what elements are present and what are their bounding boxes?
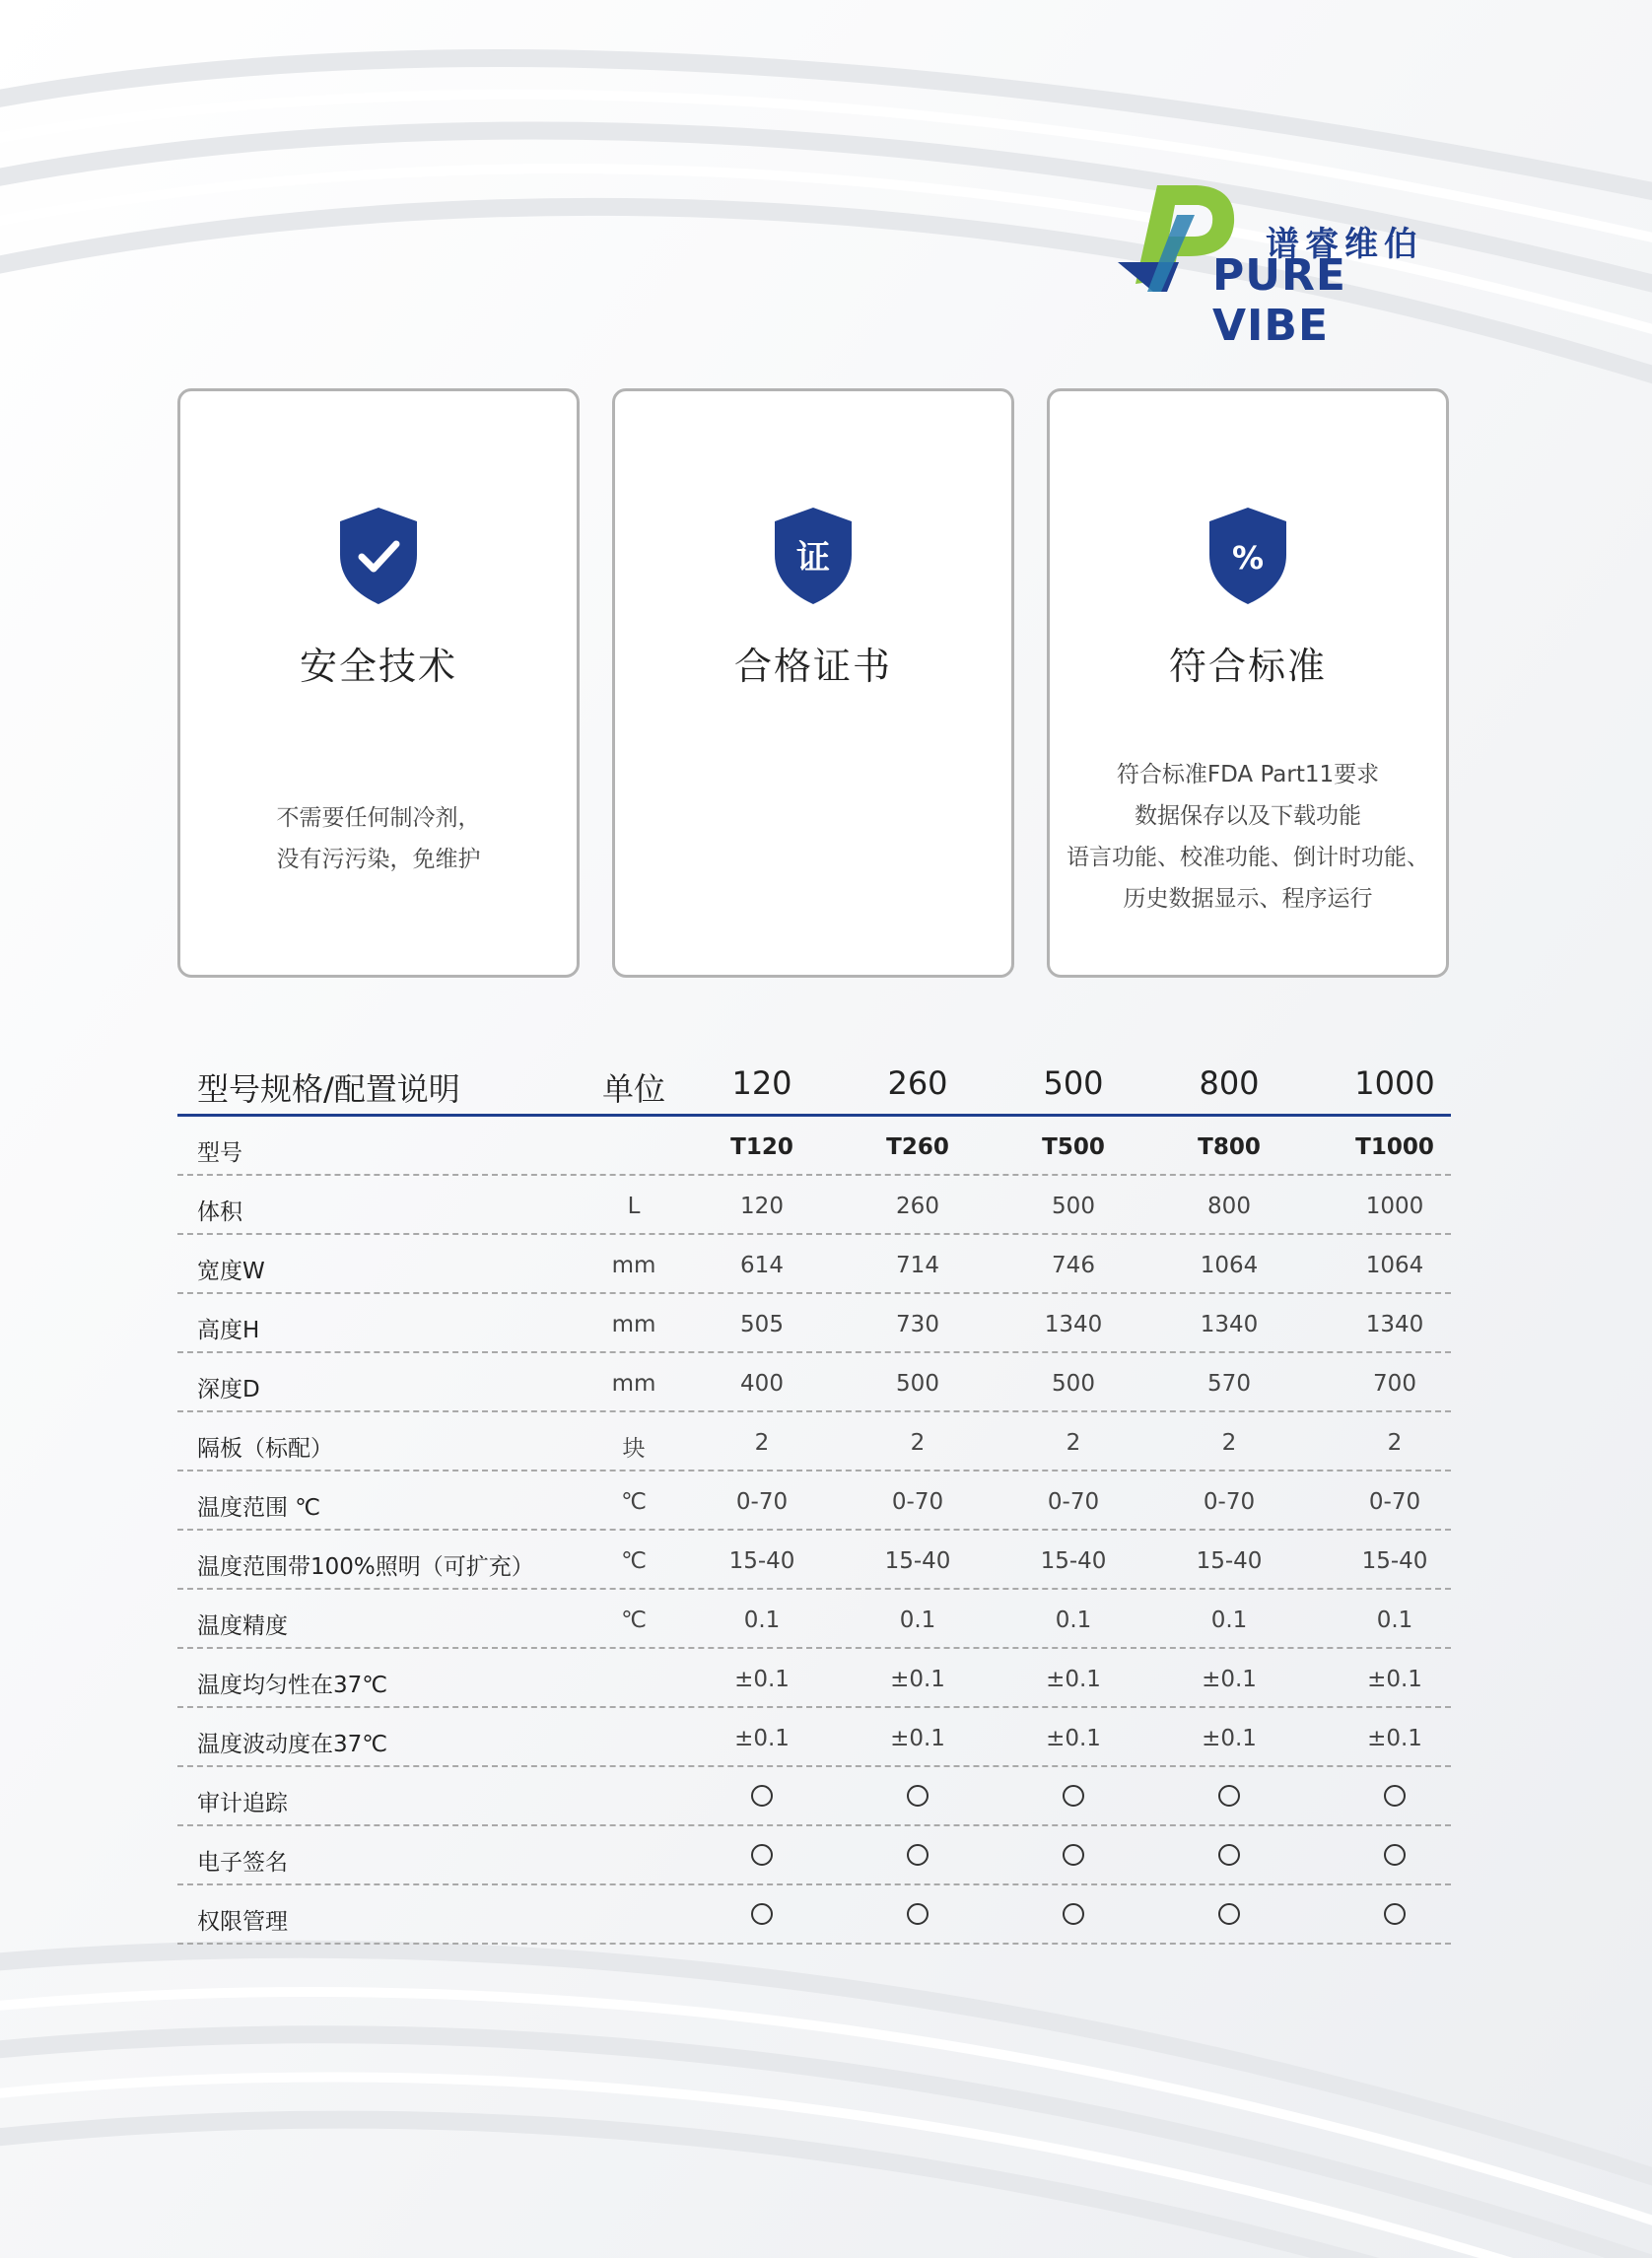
cell-value: 0-70 — [1047, 1489, 1100, 1515]
card-desc-line: 符合标准FDA Part11要求 — [1116, 762, 1380, 787]
cell-value: 1064 — [1365, 1253, 1424, 1278]
cell-value: 15-40 — [1040, 1548, 1107, 1574]
cell-value: 120 — [740, 1194, 784, 1219]
table-header — [177, 1059, 1451, 1117]
shield-check-icon — [340, 508, 417, 604]
row-unit: ℃ — [621, 1608, 647, 1633]
shield-percent-icon — [1209, 508, 1286, 604]
table-row — [177, 1767, 1451, 1826]
table-row — [177, 1826, 1451, 1885]
cell-value: 800 — [1207, 1194, 1251, 1219]
supported-circle-icon — [1218, 1785, 1240, 1807]
supported-circle-icon — [1063, 1903, 1084, 1925]
supported-circle-icon — [751, 1903, 773, 1925]
cell-value: ±0.1 — [734, 1667, 790, 1692]
row-unit: ℃ — [621, 1548, 647, 1574]
card-desc-line: 没有污污染，免维护 — [276, 847, 481, 872]
table-row — [177, 1176, 1451, 1235]
cell-value: 1064 — [1200, 1253, 1259, 1278]
row-label: 温度精度 — [197, 1613, 288, 1639]
cell-value: T260 — [886, 1134, 949, 1160]
brand-logo — [1118, 175, 1443, 351]
row-label: 深度D — [197, 1377, 260, 1403]
cell-value: 400 — [740, 1371, 784, 1397]
cell-value: 0.1 — [743, 1608, 781, 1633]
header-col: 120 — [731, 1064, 792, 1102]
cell-value: 15-40 — [1361, 1548, 1428, 1574]
cell-value: 700 — [1373, 1371, 1416, 1397]
cell-value: T500 — [1042, 1134, 1105, 1160]
cell-value: 1340 — [1044, 1312, 1103, 1337]
icon-text: % — [1231, 539, 1265, 577]
brand-name-cn: 谱睿维伯 — [1266, 225, 1423, 264]
cell-value: 1000 — [1365, 1194, 1424, 1219]
cell-value: ±0.1 — [1046, 1726, 1101, 1751]
card-desc-line: 数据保存以及下载功能 — [1135, 803, 1361, 829]
header-col: 800 — [1199, 1064, 1260, 1102]
cell-value: 15-40 — [884, 1548, 951, 1574]
cell-value: 746 — [1052, 1253, 1095, 1278]
supported-circle-icon — [751, 1785, 773, 1807]
cell-value: ±0.1 — [1367, 1726, 1422, 1751]
supported-circle-icon — [907, 1903, 929, 1925]
table-row — [177, 1590, 1451, 1649]
cell-value: 0.1 — [899, 1608, 936, 1633]
table-row — [177, 1235, 1451, 1294]
row-label: 电子签名 — [197, 1850, 288, 1876]
header-col: 500 — [1043, 1064, 1104, 1102]
cell-value: 15-40 — [1196, 1548, 1263, 1574]
row-label: 温度范围 ℃ — [197, 1495, 321, 1521]
cell-value: ±0.1 — [890, 1667, 945, 1692]
row-unit: L — [627, 1194, 641, 1219]
row-unit: mm — [611, 1253, 656, 1278]
feature-card-safety — [177, 388, 580, 978]
supported-circle-icon — [1384, 1785, 1406, 1807]
feature-card-certificate — [612, 388, 1014, 978]
supported-circle-icon — [1063, 1844, 1084, 1866]
supported-circle-icon — [1218, 1903, 1240, 1925]
cell-value: 15-40 — [728, 1548, 795, 1574]
cell-value: 500 — [1052, 1371, 1095, 1397]
cell-value: 500 — [896, 1371, 939, 1397]
header-col: 260 — [887, 1064, 948, 1102]
table-row — [177, 1117, 1451, 1176]
row-label: 权限管理 — [197, 1909, 288, 1935]
card-title: 符合标准 — [1168, 645, 1327, 688]
cell-value: 0-70 — [1368, 1489, 1421, 1515]
card-description — [1050, 754, 1446, 920]
cell-value: ±0.1 — [734, 1726, 790, 1751]
card-description — [180, 797, 577, 880]
cell-value: 2 — [910, 1430, 926, 1456]
cell-value: 1340 — [1200, 1312, 1259, 1337]
table-row — [177, 1531, 1451, 1590]
header-unit: 单位 — [601, 1070, 666, 1108]
row-label: 宽度W — [197, 1259, 265, 1284]
cell-value: 0-70 — [891, 1489, 944, 1515]
row-unit: mm — [611, 1312, 656, 1337]
cell-value: ±0.1 — [1202, 1667, 1257, 1692]
supported-circle-icon — [907, 1785, 929, 1807]
table-row — [177, 1412, 1451, 1471]
cell-value: T1000 — [1355, 1134, 1434, 1160]
supported-circle-icon — [751, 1844, 773, 1866]
table-row — [177, 1353, 1451, 1412]
cell-value: 730 — [896, 1312, 939, 1337]
cell-value: 714 — [896, 1253, 939, 1278]
row-label: 温度范围带100%照明（可扩充） — [197, 1554, 534, 1580]
cell-value: 2 — [754, 1430, 770, 1456]
cell-value: 570 — [1207, 1371, 1251, 1397]
table-row — [177, 1471, 1451, 1531]
card-desc-line: 不需要任何制冷剂， — [276, 805, 481, 831]
card-desc-line: 语言功能、校准功能、倒计时功能、 — [1067, 845, 1429, 870]
cell-value: 0-70 — [735, 1489, 789, 1515]
cell-value: 0.1 — [1376, 1608, 1413, 1633]
table-row — [177, 1649, 1451, 1708]
cell-value: ±0.1 — [1046, 1667, 1101, 1692]
brand-name-en: PURE VIBE — [1212, 250, 1346, 351]
row-unit: mm — [611, 1371, 656, 1397]
cell-value: 2 — [1221, 1430, 1237, 1456]
table-row — [177, 1885, 1451, 1945]
icon-text: 证 — [796, 538, 830, 578]
row-unit: 块 — [622, 1436, 646, 1462]
cell-value: 0.1 — [1210, 1608, 1248, 1633]
row-label: 高度H — [197, 1318, 260, 1343]
header-spec: 型号规格/配置说明 — [197, 1070, 460, 1108]
row-label: 体积 — [197, 1199, 242, 1225]
cell-value: T120 — [730, 1134, 793, 1160]
cell-value: ±0.1 — [890, 1726, 945, 1751]
cell-value: 260 — [896, 1194, 939, 1219]
supported-circle-icon — [907, 1844, 929, 1866]
header-col: 1000 — [1354, 1064, 1435, 1102]
card-title: 合格证书 — [733, 645, 892, 688]
spec-table — [177, 1059, 1451, 1945]
cell-value: 1340 — [1365, 1312, 1424, 1337]
cell-value: ±0.1 — [1202, 1726, 1257, 1751]
cell-value: 500 — [1052, 1194, 1095, 1219]
cell-value: ±0.1 — [1367, 1667, 1422, 1692]
table-row — [177, 1294, 1451, 1353]
cell-value: T800 — [1198, 1134, 1261, 1160]
feature-card-standard — [1047, 388, 1449, 978]
row-label: 型号 — [197, 1140, 242, 1166]
row-label: 温度均匀性在37℃ — [197, 1673, 388, 1698]
cell-value: 2 — [1066, 1430, 1081, 1456]
supported-circle-icon — [1384, 1903, 1406, 1925]
row-label: 隔板（标配） — [197, 1436, 333, 1462]
cell-value: 614 — [740, 1253, 784, 1278]
card-desc-line: 历史数据显示、程序运行 — [1123, 886, 1373, 912]
cell-value: 2 — [1387, 1430, 1403, 1456]
table-row — [177, 1708, 1451, 1767]
cell-value: 0-70 — [1203, 1489, 1256, 1515]
table-body — [177, 1117, 1451, 1945]
cell-value: 0.1 — [1055, 1608, 1092, 1633]
supported-circle-icon — [1384, 1844, 1406, 1866]
row-label: 审计追踪 — [197, 1791, 288, 1816]
row-label: 温度波动度在37℃ — [197, 1732, 388, 1757]
cell-value: 505 — [740, 1312, 784, 1337]
supported-circle-icon — [1218, 1844, 1240, 1866]
card-title: 安全技术 — [299, 645, 457, 688]
row-unit: ℃ — [621, 1489, 647, 1515]
shield-certificate-icon — [775, 508, 852, 604]
supported-circle-icon — [1063, 1785, 1084, 1807]
